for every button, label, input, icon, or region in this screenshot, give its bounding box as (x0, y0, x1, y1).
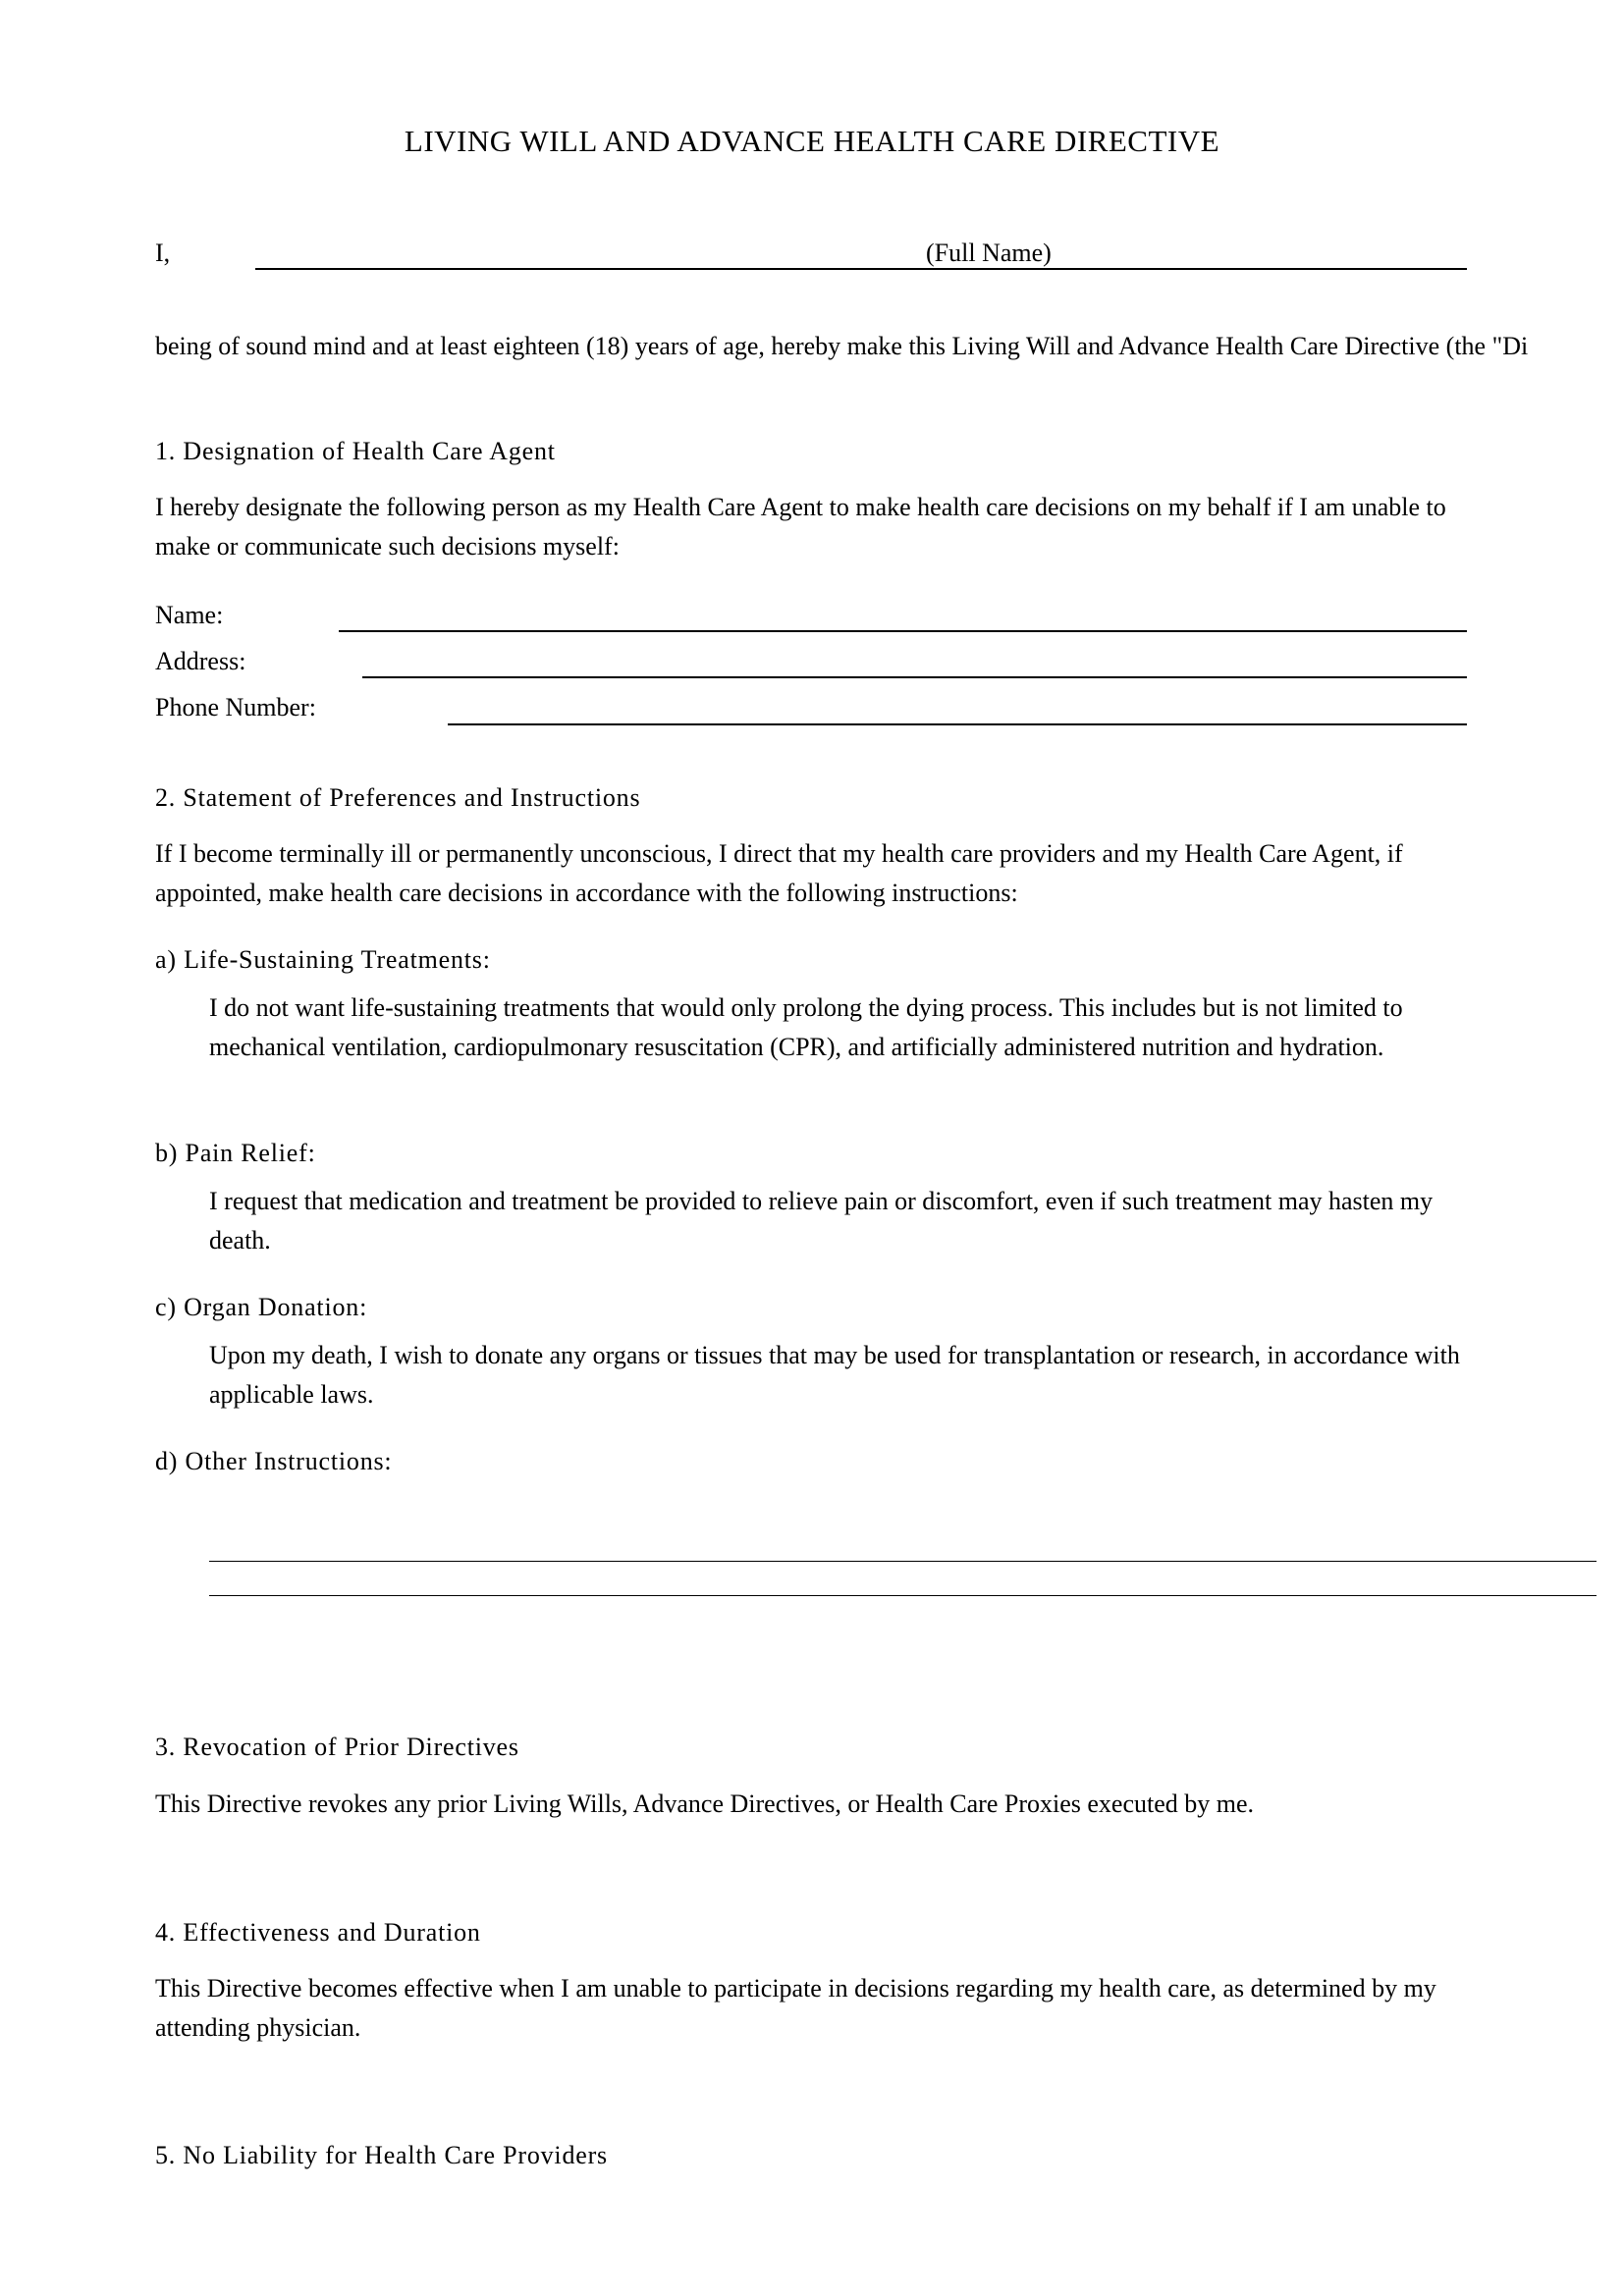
section-2-text: If I become terminally ill or permanently unconscious, I direct that my health care providers and my Health Care Agent, if appointed, make health care decisions in accordance with the following instructions: (155, 839, 1403, 907)
section-2c-heading: c) Organ Donation: (155, 1293, 368, 1321)
section-2d-heading: d) Other Instructions: (155, 1447, 393, 1475)
intro-prefix: I, (155, 239, 171, 267)
section-1-text: I hereby designate the following person as my Health Care Agent to make health care decisions on my behalf if I am unable to make or communicate such decisions myself: (155, 493, 1446, 561)
full-name-hint: (Full Name) (926, 239, 1052, 267)
section-3-text: This Directive revokes any prior Living Wills, Advance Directives, or Health Care Proxies executed by me. (155, 1789, 1255, 1818)
full-name-field[interactable] (255, 268, 1467, 270)
agent-name-label: Name: (155, 601, 224, 629)
section-2b-text: I request that medication and treatment be provided to relieve pain or discomfort, even if such treatment may hasten my death. (209, 1187, 1434, 1255)
intro-statement: being of sound mind and at least eighteen (18) years of age, hereby make this Living Will and Advance Health Care Directive (the "Di (155, 332, 1529, 360)
agent-phone-field[interactable] (448, 723, 1467, 725)
agent-address-label: Address: (155, 647, 246, 675)
agent-address-field[interactable] (362, 676, 1467, 678)
section-5-heading: 5. No Liability for Health Care Providers (155, 2141, 608, 2169)
section-2a-text: I do not want life-sustaining treatments that would only prolong the dying process. This includes but is not limited to mechanical ventilation, cardiopulmonary resuscitation (CPR), and artificially administered nutrition and hydration. (209, 993, 1403, 1061)
other-instructions-line-2[interactable] (209, 1595, 1597, 1596)
section-4-heading: 4. Effectiveness and Duration (155, 1918, 481, 1947)
document-title: LIVING WILL AND ADVANCE HEALTH CARE DIRECTIVE (404, 124, 1220, 158)
section-1-heading: 1. Designation of Health Care Agent (155, 437, 556, 465)
section-2b-heading: b) Pain Relief: (155, 1139, 316, 1167)
section-4-text: This Directive becomes effective when I am unable to participate in decisions regarding my health care, as determined by my attending physician. (155, 1974, 1436, 2042)
section-2a-heading: a) Life-Sustaining Treatments: (155, 945, 491, 974)
agent-phone-label: Phone Number: (155, 693, 316, 721)
section-3-heading: 3. Revocation of Prior Directives (155, 1733, 519, 1761)
section-2-heading: 2. Statement of Preferences and Instructions (155, 783, 641, 812)
section-2c-text: Upon my death, I wish to donate any organs or tissues that may be used for transplantation or research, in accordance with applicable laws. (209, 1341, 1460, 1409)
agent-name-field[interactable] (339, 630, 1467, 632)
other-instructions-line-1[interactable] (209, 1561, 1597, 1562)
